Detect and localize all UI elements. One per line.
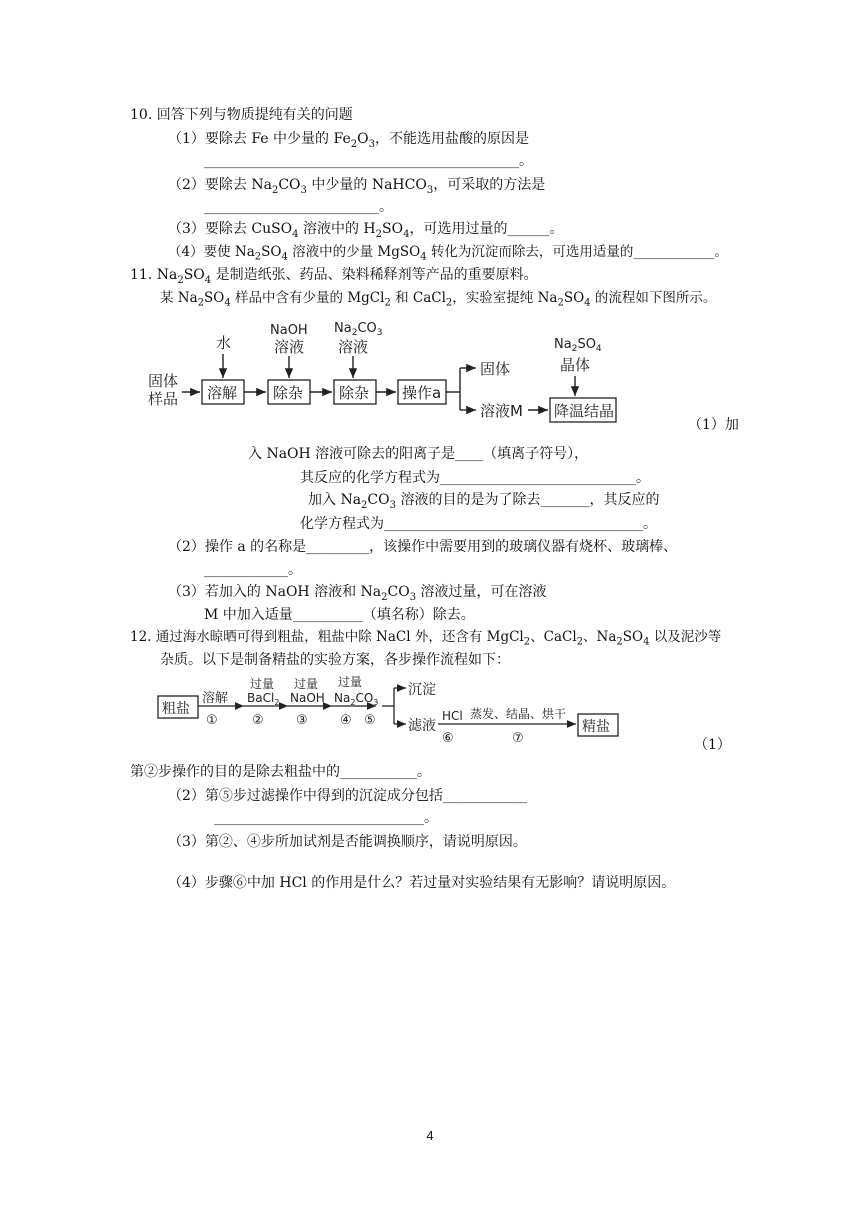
q11-product-formula: $Na_2SO_4$ (554, 337, 602, 354)
q12-part2-b: ______________________________。 (214, 810, 438, 826)
q12-part1: 第②步操作的目的是除去粗盐中的___________。 (130, 764, 431, 780)
q12-refined-salt-label: 精盐 (582, 719, 610, 735)
q11-part2-b: ____________。 (204, 562, 302, 578)
q12-step4-num: ④ (340, 713, 352, 728)
q12-part3: （3）第②、④步所加试剂是否能调换顺序，请说明原因。 (168, 834, 527, 850)
q12-part1-tail: （1） (694, 737, 731, 753)
q12-step4-excess: 过量 (338, 675, 363, 689)
q12-intro: 12. 通过海水晾晒可得到粗盐，粗盐中除 NaCl 外，还含有 MgCl$_2$、CaCl$_2$、$Na_2SO_4$ 以及泥沙等 (130, 629, 722, 648)
q12-step2-reagent: BaCl$_2$ (247, 691, 280, 707)
q12-hcl-label: HCl (442, 709, 463, 723)
q11-part1-d: 化学方程式为_____________________________________。 (300, 516, 657, 532)
q11-naoh-line1: NaOH (270, 323, 308, 338)
q10-part1: （1）要除去 Fe 中少量的 $Fe_2O_3$，不能选用盐酸的原因是 (168, 131, 529, 150)
q11-naoh-line2: 溶液 (274, 338, 305, 356)
q12-step3-excess: 过量 (294, 677, 319, 691)
q11-purify-label-1: 除杂 (273, 384, 304, 402)
page-number: 4 (426, 1128, 434, 1143)
q12-crude-salt-label: 粗盐 (162, 701, 190, 717)
q12-step7-num: ⑦ (512, 731, 524, 746)
q12-step5-num: ⑤ (364, 713, 376, 728)
q12-step3-num: ③ (296, 713, 308, 728)
q12-precipitate-label: 沉淀 (408, 682, 436, 698)
q12-step2-excess: 过量 (250, 677, 275, 691)
q11-part1-a: 入 NaOH 溶液可除去的阳离子是____（填离子符号）， (248, 446, 589, 462)
q11-start-line2: 样品 (148, 390, 179, 408)
q10-part2: （2）要除去 $Na_2CO_3$ 中少量的 NaHCO$_3$，可采取的方法是 (168, 177, 546, 196)
q12-step2-num: ② (252, 713, 264, 728)
q12-step1-label: 溶解 (202, 691, 229, 706)
q11-product-crystal: 晶体 (560, 356, 591, 374)
q11-part1-tail: （1）加 (688, 417, 739, 433)
q12-part4: （4）步骤⑥中加 HCl 的作用是什么？若过量对实验结果有无影响？请说明原因。 (168, 875, 676, 891)
q11-part1-b: 其反应的化学方程式为____________________________。 (300, 470, 650, 486)
q11-water-label: 水 (216, 334, 232, 352)
q11-part1-c: 加入 $Na_2CO_3$ 溶液的目的是为了除去_______，其反应的 (308, 492, 660, 511)
q11-sample: 某 $Na_2SO_4$ 样品中含有少量的 MgCl$_2$ 和 CaCl$_2$，实验室提纯 $Na_2SO_4$ 的流程如下图所示。 (160, 290, 717, 309)
q12-step6-num: ⑥ (442, 731, 454, 746)
q11-na2co3-label: $Na_2CO_3$ (334, 321, 383, 338)
q11-na2co3-solution: 溶液 (338, 338, 369, 356)
q11-intro: 11. $Na_2SO_4$ 是制造纸张、药品、染料稀释剂等产品的重要原料。 (130, 267, 538, 286)
q11-dissolve-label: 溶解 (207, 384, 238, 402)
q12-filtrate-label: 滤液 (408, 718, 436, 734)
q10-part2-blank: _________________________。 (204, 199, 393, 215)
q11-solution-m-label: 溶液M (480, 402, 523, 420)
q10-title: 10. 回答下列与物质提纯有关的问题 (130, 107, 353, 123)
q11-part3-a: （3）若加入的 NaOH 溶液和 $Na_2CO_3$ 溶液过量，可在溶液 (168, 584, 547, 603)
q12-part2-a: （2）第⑤步过滤操作中得到的沉淀成分包括____________ (168, 788, 527, 804)
q12-step3-reagent: NaOH (290, 691, 325, 705)
q10-part1-blank: _____________________________________________。 (204, 153, 533, 169)
q11-purify-label-2: 除杂 (339, 384, 370, 402)
q11-operation-a-label: 操作a (402, 384, 442, 402)
q10-part4: （4）要使 $Na_2SO_4$ 溶液中的少量 MgSO$_4$ 转化为沉淀而除去，可选用适量的____________。 (168, 244, 728, 263)
q11-solid-label: 固体 (480, 360, 511, 378)
q11-start-line1: 固体 (148, 372, 179, 390)
q12-intro-2: 杂质。以下是制备精盐的实验方案，各步操作流程如下： (160, 652, 510, 668)
q12-step4-reagent: $Na_2CO_3$ (334, 691, 379, 707)
q12-flowchart (150, 672, 640, 752)
q11-part3-b: M 中加入适量__________（填名称）除去。 (204, 607, 475, 623)
q11-flowchart (140, 314, 650, 434)
q10-part3: （3）要除去 CuSO$_4$ 溶液中的 $H_2SO_4$，可选用过量的______。 (168, 221, 564, 240)
q11-crystallize-label: 降温结晶 (554, 402, 615, 420)
q12-step1-num: ① (206, 713, 218, 728)
q12-step7-label: 蒸发、结晶、烘干 (470, 707, 567, 721)
q11-part2-a: （2）操作 a 的名称是_________，该操作中需要用到的玻璃仪器有烧杯、玻璃棒、 (168, 539, 678, 555)
